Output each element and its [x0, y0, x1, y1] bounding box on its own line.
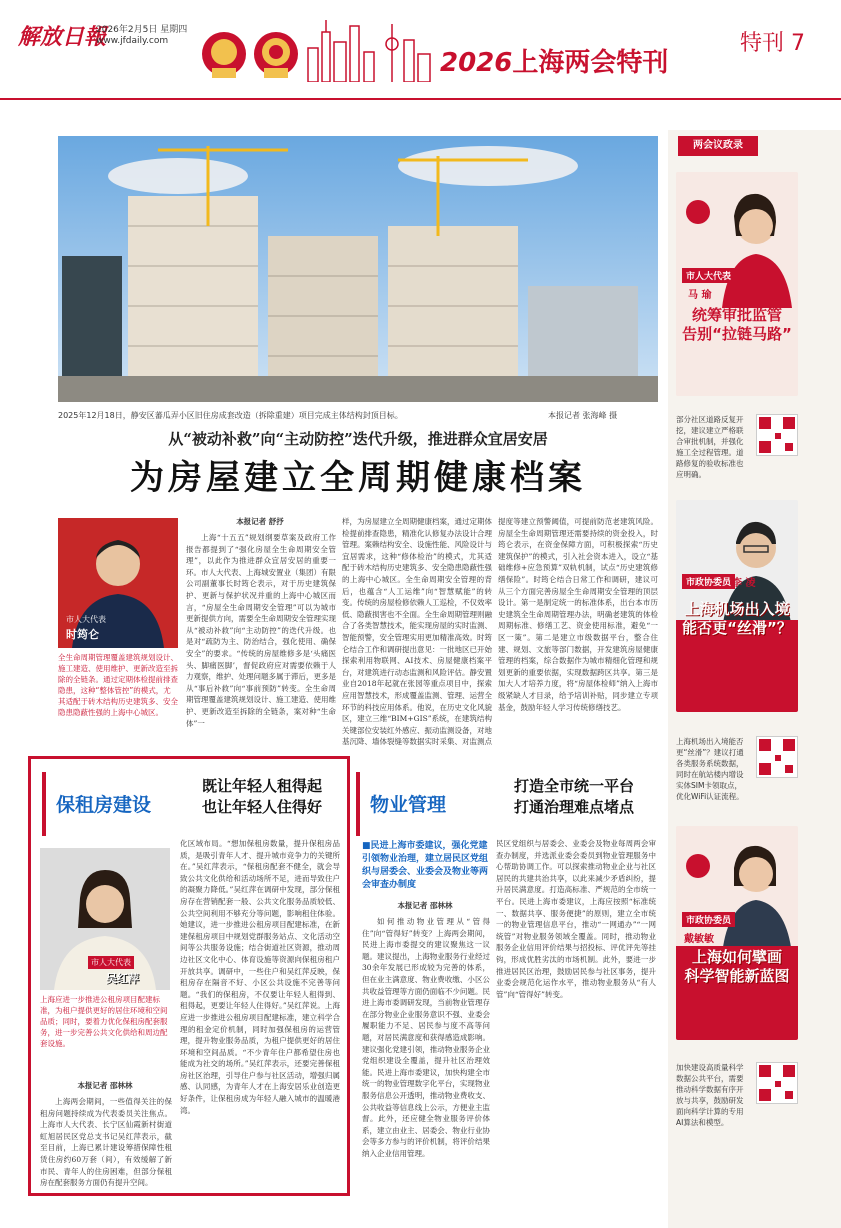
portrait-role: 市人大代表: [66, 615, 106, 624]
sidebar-name: 李 凌: [732, 578, 756, 589]
headline-line2: 告别“拉链马路”: [682, 325, 792, 343]
property-byline: 本报记者 邵林林: [397, 901, 453, 910]
portrait-role: 市人大代表: [88, 956, 134, 969]
property-body-col1: 如何推动物业管理从“管得住”向“管得好”转变？上海两会期间，民进上海市委提交的建议聚焦这一议题。建议提出，上海物业服务行业经过30余年发展已形成较为完善的体系，但在业主满意度、物业费收缴、小区公共收益管理等方面仍面临不少问题。民进上海市委调研发现，当前物业管理存在部分物业企业服务意识不强、业委会履职能力不足、居民参与度不高等问题，对居民满意度和获得感造成影响。建议强化党建引领，推动物业服务企业党组织建设全覆盖，提升社区治理效能。民进上海市委建议，加快构建全市统一的物业管理数字化平台，实现物业服务信息公开透明，推动物业费收支、公共收益等信息线上公示，方便业主监督。此外，还应健全物业服务评价体系，建立由业主、居委会、物业行业协会等多方参与的评价机制，将评价结果纳入企业信用管理。: [362, 917, 490, 1158]
main-article-col3: 提度等建立预警阈值，可提前防范老建筑风险。房屋全生命周期管理还需要持续的资金投入，时筠仑表示，在资金保障方面，可积极探索“历史建筑保护”的模式，引入社会资本进入，设立“基础维修+应急预算”双轨机制，试点“历史建筑修缮保险”。时筠仑结合日常工作和调研，建议可从三个方面完善房屋全生命周期安全管理的顶层设计。第一是制定统一的标准体系，出台本市历史建筑全生命周期管理办法，明确老建筑的体检周期标准、修缮工艺、资金使用标准，避免“一区一策”。第二是建立市级数据平台，整合住建、规划、文旅等部门数据，开发建筑房屋健康管理的档案，综合数据作为城市精细化管理和规划更新的重要依据，实现数据跨区共享。第三是加大人才培养力度，将“房屋体检师”纳入上海市级紧缺人才目录，给予培训补贴，同步建立专项基金，鼓励年轻人学习传统修缮技艺。: [498, 517, 658, 712]
special-year: 2026: [440, 48, 513, 78]
headline-kicker: 从“被动补救”向“主动防控”迭代升级，推进群众宜居安居: [168, 430, 548, 448]
sidebar-role: 市政协委员: [682, 912, 735, 927]
special-title-text: 上海两会特刊: [512, 48, 669, 78]
portrait-shi-junlun: [58, 518, 178, 648]
rental-body: 化区域布局。“想加保租房数量，提升保租房品质，是吸引青年人才、提升城市竞争力的关键所在。”吴红萍表示，“保租房配套不健全，就会导致公共文化供给和活动场所不足，进而导致住户的凝聚力降低。”吴红萍在调研中发现，部分保租房存在营销配套一般、公共文化服务品质较低、公共空间利用不够充分等问题，影响租住体验。她建议，进一步推进公租房项目配建标准，在新建保租房项目中规划党群服务站点、文化活动空间等公共服务设施；结合街道社区资源，推动周边社区文化中心、体育设施等资源向保租房租户开放共享。调研中，一些住户和吴红萍反映，保租房存在隔音不好、小区公共设施不完善等问题。“我们的保租房，不仅要让年轻人租得到、租得起，更要让年轻人住得好。”吴红萍说。上海应进一步推进公租房项目配建标准，建立科学合理的租金定价机制，同时加强保租房的运营管理，提升物业服务品质，为租户提供更好的居住环境和空间品质。“不少青年住户都希望住房也能成为社交的场所。”吴红萍表示，还要完善保租房社区治理，引导住户参与社区活动，增强归属感、认同感，为青年人才在上海安居乐业创造更好条件，让保租房成为年轻人融入城市的温暖港湾。: [180, 839, 340, 1115]
box-title-property: [494, 776, 654, 818]
main-article-col2: 样，为房屋建立全周期健康档案，通过定期体检提前排查隐患，精准化认修复办法设计合理管理。案赖结构安全、设施性能、风险设计与宜居需求，这种“修体检治”的模式，尤其适配于砖木结构历史建筑多、安全隐患隐蔽性强的上海中心城区。全生命周期安全管理的背后，也蕴含“人工运维”向“智慧赋能”的转变。传统的房屋检修依赖人工巡检，不仅效率低、隐蔽损害也不全面。全生命周期管理则融合了各类智慧技术，能实现房屋的实时监测、智能预警，安全管理实用更加精准高效。时筠仑结合工作和调研提出意见：一批地区已开始探索利用物联网、AI技术、房屋健康档案平台，对建筑进行动态监测和风险评估。静安置业自2018年起就在张园等重点项目中，探索应用智慧技术，形成覆盖监测、管理、运营全环节的科技应用体系。他说，在历史文化风貌区，建立三维“BIM+GIS”系统，在建筑结构关键部位安装红外感应、振动监测设备，对地基沉降、墙体裂缝等数据实时采集、对监测点: [342, 517, 492, 747]
accent-bar: [356, 772, 360, 836]
title-line1: 打造全市统一平台: [513, 777, 634, 795]
headline-line2: 科学智能新蓝图: [684, 967, 790, 985]
page-number: 特刊 7: [740, 31, 805, 56]
national-emblem-icon: [202, 32, 246, 78]
photo-credit: 本报记者 张海峰 摄: [548, 411, 618, 420]
portrait-wu-hongping: [40, 848, 170, 990]
sidebar-role: 市政协委员: [682, 574, 735, 589]
sidebar-headline: [680, 306, 794, 344]
box-label-property: 物业管理: [370, 794, 447, 816]
main-article-col1: 上海“十五五”规划纲要草案及政府工作报告都提到了“强化房屋全生命周期安全管理”，以此作为推进群众宜居安居的重要一环。市人大代表、上海城安置业（集团）有限公司副董事长时筠仑表示，对于历史建筑保护、更新与保护状况并重的上海中心城区而言，“房屋全生命周期安全管理”可以为城市更新提供方向，需要全生命周期安全管理实现从“被动补救”向“主动防控”的迭代升级。也是对“疏防为主、防治结合，强化使用、确保安全”的要求。“传统的房屋维修多是‘头痛医头、脚痛医脚’，督促政府应对需要依赖于人力观察，维护、处理问题多属于滞后，更多是从“事后补救”向“事前预防”转变。全生命周期管理覆盖建筑规划设计、施工建造、使用维护、更新改造至拆除的全链条，案对种“生命体”一: [186, 533, 336, 728]
issue-date: 2026年2月5日 星期四: [96, 25, 188, 35]
portrait-quote: 上海应进一步推进公租房项目配建标准，为租户提供更好的居住环境和空间品质；同时，要着力优化保租房配套服务，进一步完善公共文化供给和周边配套设施。: [40, 995, 168, 1048]
property-lead: ■民进上海市委建议，强化党建引领物业治理，建立居民区党组织与居委会、业委会及物业等两会审查办制度: [362, 841, 489, 890]
sidebar-text: 部分社区道路反复开挖，建议建立严格联合审批机制，并强化施工全过程管理。道路修复的验收标准也应明确。: [676, 415, 744, 479]
qr-code-icon[interactable]: [756, 736, 798, 778]
sidebar-text: 上海机场出入境能否更“丝滑”？建议打通各类服务系统数据，同时在航站楼内增设实体SIM卡领取点，优化WiFi认证流程。: [676, 737, 744, 801]
sidebar-header: 两会议政录: [678, 136, 758, 156]
sidebar-headline: [680, 600, 794, 638]
portrait-name: 吴红萍: [106, 972, 139, 985]
headline-line1: 上海机场出入境: [684, 600, 790, 618]
accent-bar: [42, 772, 46, 836]
headline-line1: 统筹审批监管: [691, 306, 782, 324]
title-line2: 也让年轻人住得好: [201, 798, 322, 816]
masthead: [0, 0, 841, 100]
main-photo: [58, 136, 658, 402]
qr-code-icon[interactable]: [756, 414, 798, 456]
sidebar-name: 戴敏敏: [684, 934, 714, 945]
title-line2: 打通治理难点堵点: [513, 798, 634, 816]
person-photo: [676, 172, 798, 396]
headline-line1: 上海如何擘画: [691, 948, 782, 966]
main-byline: 本报记者 舒抒: [236, 517, 284, 526]
property-body-col2: 民区党组织与居委会、业委会及物业每周两会审查办制度，并选派业委会委员到物业管理服务中心帮助协调工作。可以探索推动物业企业与社区居民的共建共治共享，以此来减少矛盾纠纷，提升居民满意度。打造高标准、严规范的全市统一平台。民进上海市委建议，上海应按照“标准统一、数据共享、服务便捷”的原则，建立全市统一的物业管理信息平台，推动“一网通办”“一网统管”对物业服务领域全覆盖。同时，推动物业服务企业信用评价结果与招投标、评优评先等挂钩，形成优胜劣汰的市场机制。此外，要进一步推进居民区治理，鼓励居民参与社区事务，提升业委会规范化运作水平，推动物业服务从“有人管”向“管得好”转变。: [496, 839, 656, 999]
headline-line2: 能否更“丝滑”？: [682, 619, 792, 637]
sidebar-text: 加快建设高质量科学数据公共平台，需要推动科学数据有序开放与共享，鼓励研发面向科学计算的专用AI算法和模型。: [676, 1063, 744, 1127]
portrait-name: 时筠仑: [66, 628, 99, 641]
sidebar-card-ma-yu[interactable]: [676, 172, 798, 396]
sidebar-headline: [680, 948, 794, 986]
sidebar-name: 马 瑜: [688, 290, 712, 301]
portrait-quote: 全生命周期管理覆盖建筑规划设计、施工建造、使用维护、更新改造至拆除的全链条。通过定期体检提前排查隐患，这种“整体管控”的模式，尤其适配于砖木结构历史建筑多、安全隐患隐蔽性强的上海中心城区。: [58, 653, 178, 717]
newspaper-url[interactable]: www.jfdaily.com: [96, 36, 169, 46]
newspaper-logo: 解放日報: [18, 24, 107, 50]
qr-code-icon[interactable]: [756, 1062, 798, 1104]
sidebar-role: 市人大代表: [682, 268, 735, 283]
photo-caption: 2025年12月18日，静安区蕃瓜弄小区旧住房成套改造（拆除重建）项目完成主体结构封顶目标。: [58, 411, 403, 420]
title-line1: 既让年轻人租得起: [201, 777, 322, 795]
emblem-icons: [198, 28, 308, 84]
box-title-rental: [186, 776, 338, 818]
cppcc-emblem-icon: [254, 32, 298, 78]
box-label-rental: 保租房建设: [56, 794, 152, 816]
rental-byline: 本报记者 邵林林: [77, 1081, 133, 1090]
page-headline: 为房屋建立全周期健康档案: [130, 458, 586, 498]
special-edition-title: [440, 42, 668, 79]
rental-intro: 上海两会期间，一些值得关注的保租房问题持续成为代表委员关注焦点。上海市人大代表、长宁区仙霞新村街道虹旭居民区党总支书记吴红萍表示，截至目前，上海已累计建设筹措保障性租赁住房约60万套（间），有效缓解了新市民、青年人的住房困难，但部分保租房在配套服务方面仍有提升空间。: [40, 1097, 172, 1188]
